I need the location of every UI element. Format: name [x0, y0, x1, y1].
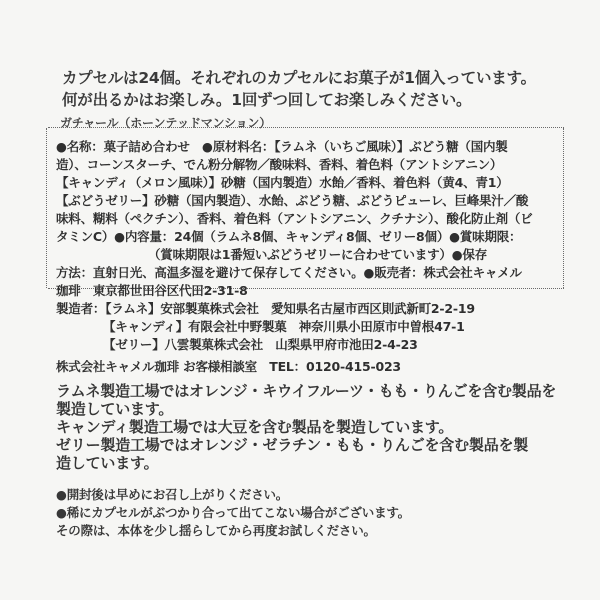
details-line-5: 味料、糊料（ペクチン）、香料、着色料（アントシアニン、クチナシ）、酸化防止剤（ビ — [56, 211, 533, 226]
details-line-7: （賞味期限は1番短いぶどうゼリーに合わせています）●保存 — [148, 247, 488, 262]
details-line-9: 珈琲 東京都世田谷区代田2-31-8 — [56, 283, 248, 298]
factory-line-5: 造しています。 — [56, 454, 159, 472]
note-line-3: その際は、本体を少し揺らしてから再度お試しください。 — [56, 523, 376, 538]
details-line-6: タミンC）●内容量：24個（ラムネ8個、キャンディ8個、ゼリー8個）●賞味期限： — [56, 229, 522, 244]
manufacturer-line-2: 【キャンディ】有限会社中野製菓 神奈川県小田原市中曽根47-1 — [103, 319, 465, 334]
factory-line-4: ゼリー製造工場ではオレンジ・ゼラチン・もも・りんごを含む製品を製 — [56, 436, 529, 454]
note-line-1: ●開封後は早めにお召し上がりください。 — [56, 487, 289, 502]
factory-line-3: キャンディ製造工場では大豆を含む製品を製造しています。 — [56, 418, 454, 436]
manufacturer-line-1: 製造者：【ラムネ】安部製菓株式会社 愛知県名古屋市西区則武新町2-2-19 — [56, 301, 475, 316]
customer-service-line: 株式会社キャメル珈琲 お客様相談室 TEL：0120-415-023 — [56, 359, 401, 374]
manufacturer-line-3: 【ゼリー】八雲製菓株式会社 山梨県甲府市池田2-4-23 — [103, 337, 418, 352]
details-line-3: 【キャンディ（メロン風味）】砂糖（国内製造）水飴／香料、着色料（黄4、青1） — [56, 175, 509, 190]
details-line-2: 造）、コーンスターチ、でん粉分解物／酸味料、香料、着色料（アントシアニン） — [56, 157, 503, 172]
intro-line-2: 何が出るかはお楽しみ。1回ずつ回してお楽しみください。 — [62, 91, 472, 109]
ingredients-box-left-edge — [46, 128, 49, 288]
details-line-8: 方法：直射日光、高温多湿を避けて保存してください。●販売者：株式会社キャメル — [56, 265, 522, 280]
details-line-1: ●名称：菓子詰め合わせ ●原材料名：【ラムネ（いちご風味）】ぶどう糖（国内製 — [56, 139, 508, 154]
factory-line-1: ラムネ製造工場ではオレンジ・キウイフルーツ・もも・りんごを含む製品を — [56, 382, 557, 400]
details-line-4: 【ぶどうゼリー】砂糖（国内製造）、水飴、ぶどう糖、ぶどうピューレ、巨峰果汁／酸 — [56, 193, 529, 208]
factory-line-2: 製造しています。 — [56, 400, 174, 418]
intro-line-1: カプセルは24個。それぞれのカプセルにお菓子が1個入っています。 — [62, 69, 536, 87]
ingredients-box-right-edge — [563, 128, 566, 288]
product-line-name: ガチャール（ホーンテッドマンション） — [60, 116, 272, 130]
note-line-2: ●稀にカプセルがぶつかり合って出てこない場合がございます。 — [56, 505, 410, 520]
